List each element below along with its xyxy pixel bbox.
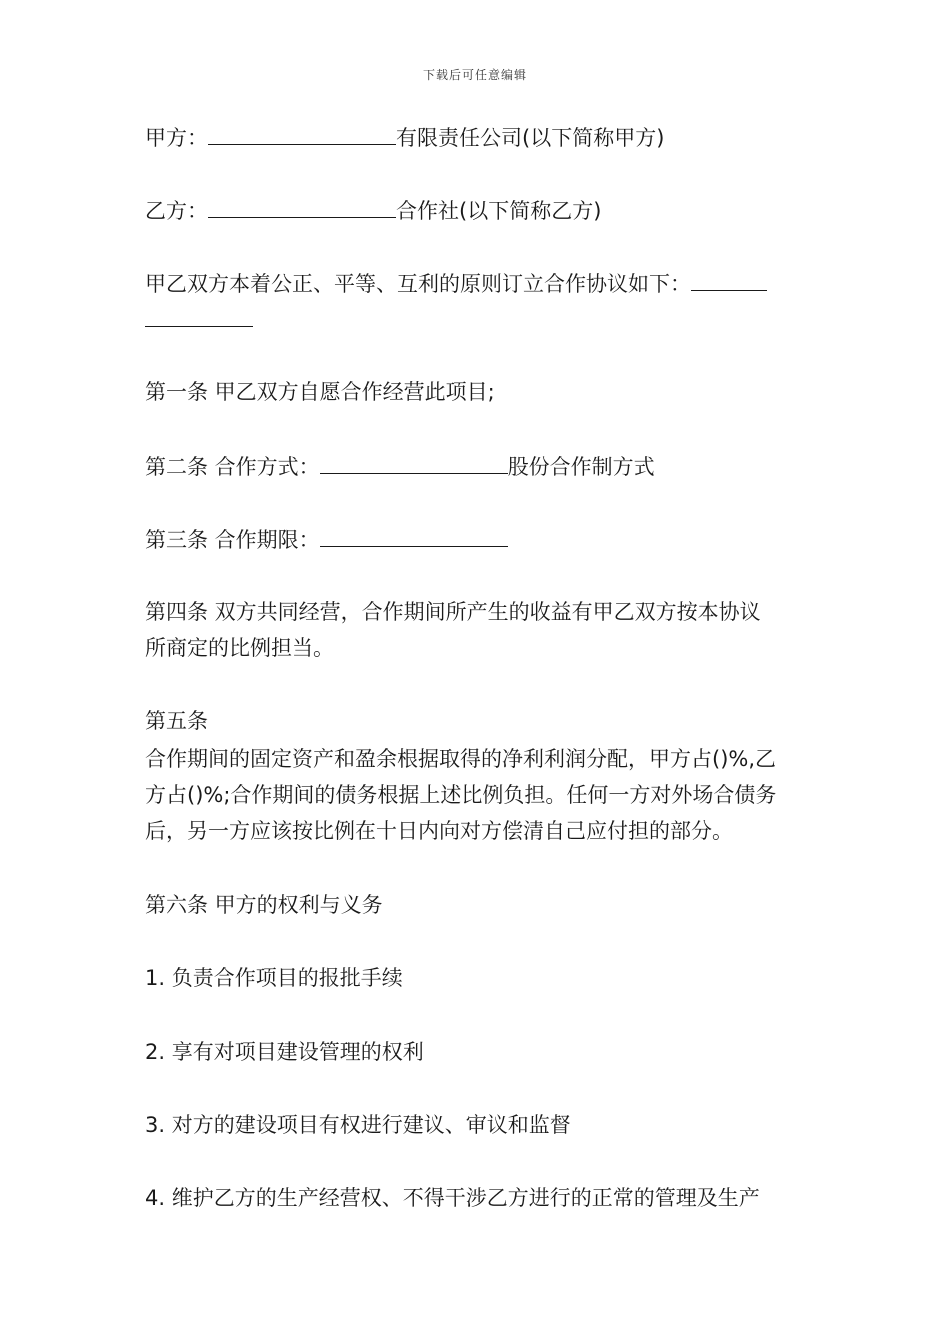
party-a-suffix: 有限责任公司(以下简称甲方) <box>396 126 665 150</box>
article-5-title: 第五条 <box>145 709 208 733</box>
list-item-2: 2. 享有对项目建设管理的权利 <box>145 1040 424 1064</box>
article-4-line-1: 第四条 双方共同经营，合作期间所产生的收益有甲乙双方按本协议 <box>145 600 761 624</box>
article-3-prefix: 第三条 合作期限： <box>145 528 320 552</box>
party-b-suffix: 合作社(以下简称乙方) <box>396 199 602 223</box>
preamble-line <box>145 264 767 302</box>
preamble-blank-2[interactable] <box>145 300 253 327</box>
article-2 <box>145 447 655 485</box>
article-3 <box>145 520 508 558</box>
party-a-line <box>145 118 664 156</box>
preamble-line-2 <box>145 300 253 338</box>
article-3-blank[interactable] <box>320 520 508 547</box>
article-6: 第六条 甲方的权利与义务 <box>145 893 383 917</box>
list-item-3: 3. 对方的建设项目有权进行建议、审议和监督 <box>145 1113 571 1137</box>
article-2-prefix: 第二条 合作方式： <box>145 455 320 479</box>
preamble-text: 甲乙双方本着公正、平等、互利的原则订立合作协议如下： <box>145 272 691 296</box>
list-item-1: 1. 负责合作项目的报批手续 <box>145 966 403 990</box>
article-5-line-3: 后，另一方应该按比例在十日内向对方偿清自己应付担的部分。 <box>145 819 733 843</box>
party-a-blank[interactable] <box>208 118 396 145</box>
article-2-suffix: 股份合作制方式 <box>507 455 655 479</box>
party-b-blank[interactable] <box>208 191 396 218</box>
article-2-blank[interactable] <box>320 447 508 474</box>
party-a-prefix: 甲方： <box>145 126 208 150</box>
page-header: 下载后可任意编辑 <box>422 68 527 82</box>
article-5-line-1: 合作期间的固定资产和盈余根据取得的净利利润分配，甲方占()%,乙 <box>145 747 777 771</box>
list-item-4: 4. 维护乙方的生产经营权、不得干涉乙方进行的正常的管理及生产 <box>145 1186 760 1210</box>
party-b-prefix: 乙方： <box>145 199 208 223</box>
party-b-line <box>145 191 601 229</box>
preamble-blank-1[interactable] <box>691 264 767 291</box>
article-4-line-2: 所商定的比例担当。 <box>145 636 334 660</box>
article-5-line-2: 方占()%;合作期间的债务根据上述比例负担。任何一方对外场合债务 <box>145 783 777 807</box>
article-1: 第一条 甲乙双方自愿合作经营此项目; <box>145 380 495 404</box>
